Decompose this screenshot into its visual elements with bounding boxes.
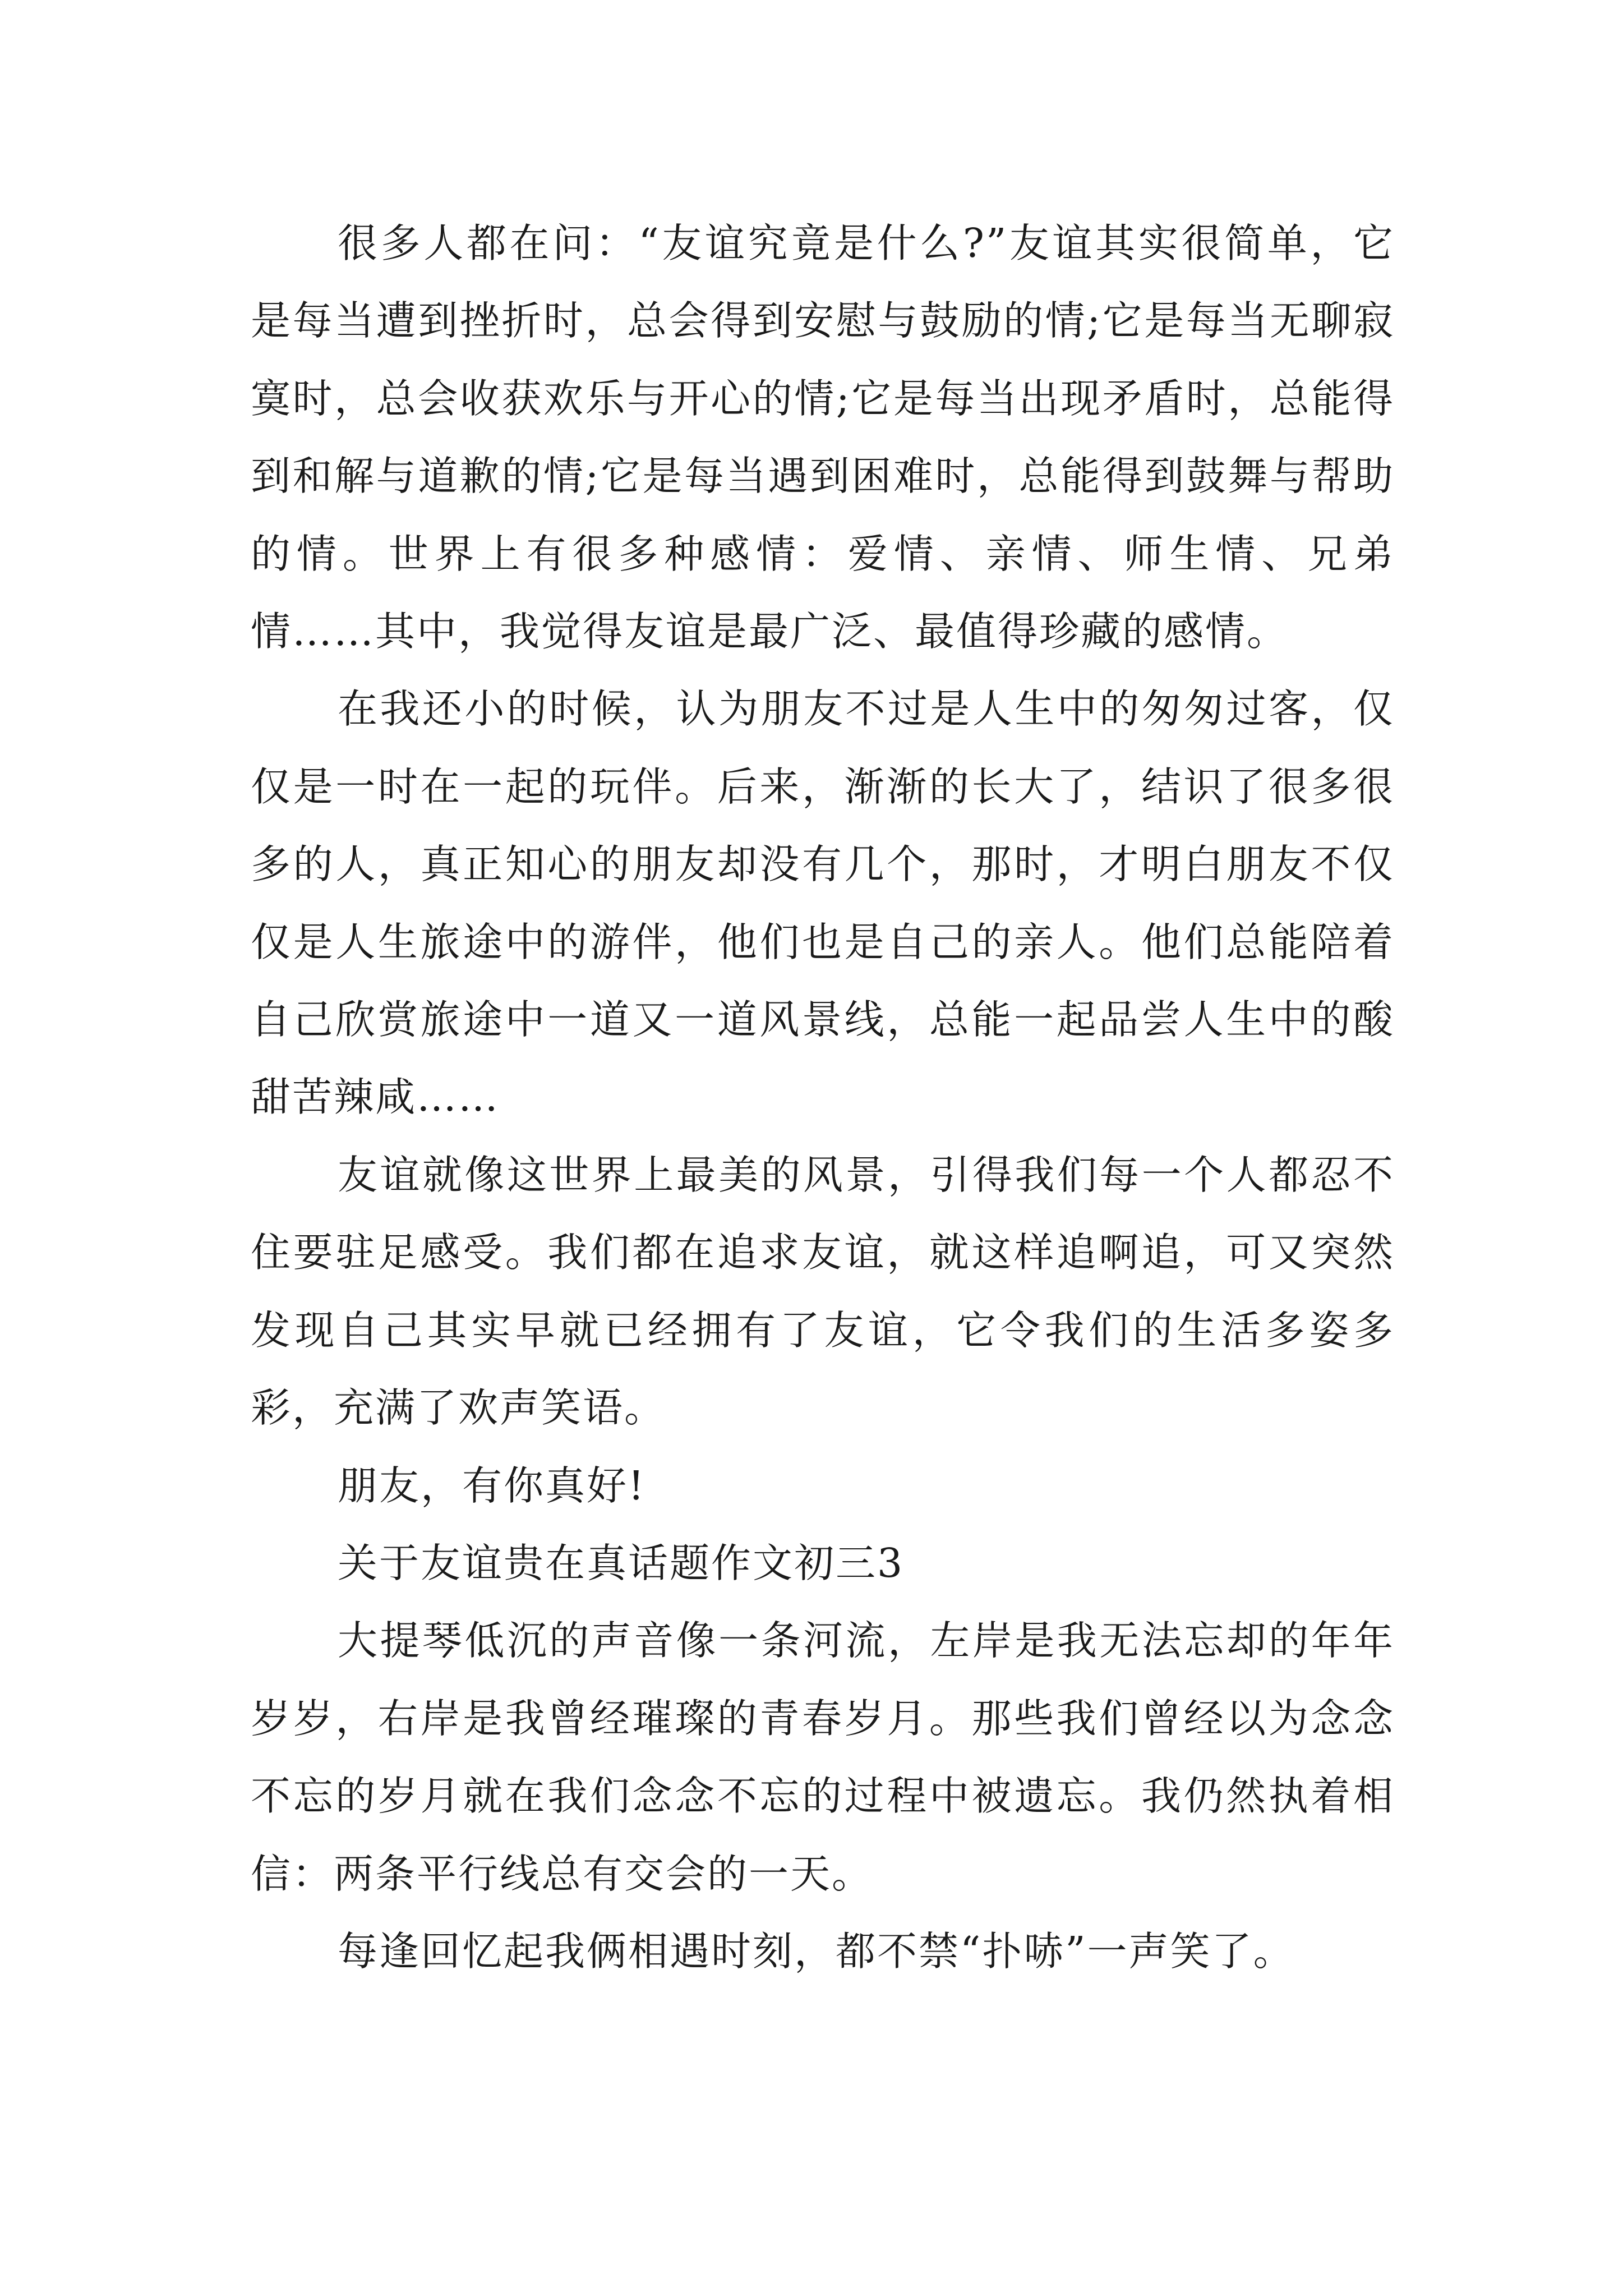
document-page — [251, 205, 1395, 1990]
paragraph-good-to-have-you: 朋友，有你真好! — [338, 1462, 646, 1509]
paragraph-childhood-friends: 在我还小的时候，认为朋友不过是人生中的匆匆过客，仅仅是一时在一起的玩伴。后来，渐渐的长大了，结识了很多很多的人，真正知心的朋友却没有几个，那时，才明白朋友不仅仅是人生旅途中的游伴，他们也是自己的亲人。他们总能陪着自己欣赏旅途中一道又一道风景线，总能一起品尝人生中的酸甜苦辣咸…… — [251, 685, 1395, 1121]
paragraph-friendship-definition: 很多人都在问：“友谊究竟是什么?”友谊其实很简单，它是每当遭到挫折时，总会得到安慰与鼓励的情;它是每当无聊寂寞时，总会收获欢乐与开心的情;它是每当出现矛盾时，总能得到和解与道歉的情;它是每当遇到困难时，总能得到鼓舞与帮助的情。世界上有很多种感情：爱情、亲情、师生情、兄弟情……其中，我觉得友谊是最广泛、最值得珍藏的感情。 — [251, 220, 1395, 655]
section-heading: 关于友谊贵在真话题作文初三3 — [338, 1539, 905, 1586]
paragraph-first-meeting: 每逢回忆起我俩相遇时刻，都不禁“扑哧”一声笑了。 — [338, 1927, 1295, 1975]
paragraph-cello-river: 大提琴低沉的声音像一条河流，左岸是我无法忘却的年年岁岁，右岸是我曾经璀璨的青春岁月。那些我们曾经以为念念不忘的岁月就在我们念念不忘的过程中被遗忘。我仍然执着相信：两条平行线总有交会的一天。 — [251, 1617, 1395, 1897]
paragraph-friendship-scenery: 友谊就像这世界上最美的风景，引得我们每一个人都忍不住要驻足感受。我们都在追求友谊，就这样追啊追，可又突然发现自己其实早就已经拥有了友谊，它令我们的生活多姿多彩，充满了欢声笑语。 — [251, 1151, 1395, 1432]
